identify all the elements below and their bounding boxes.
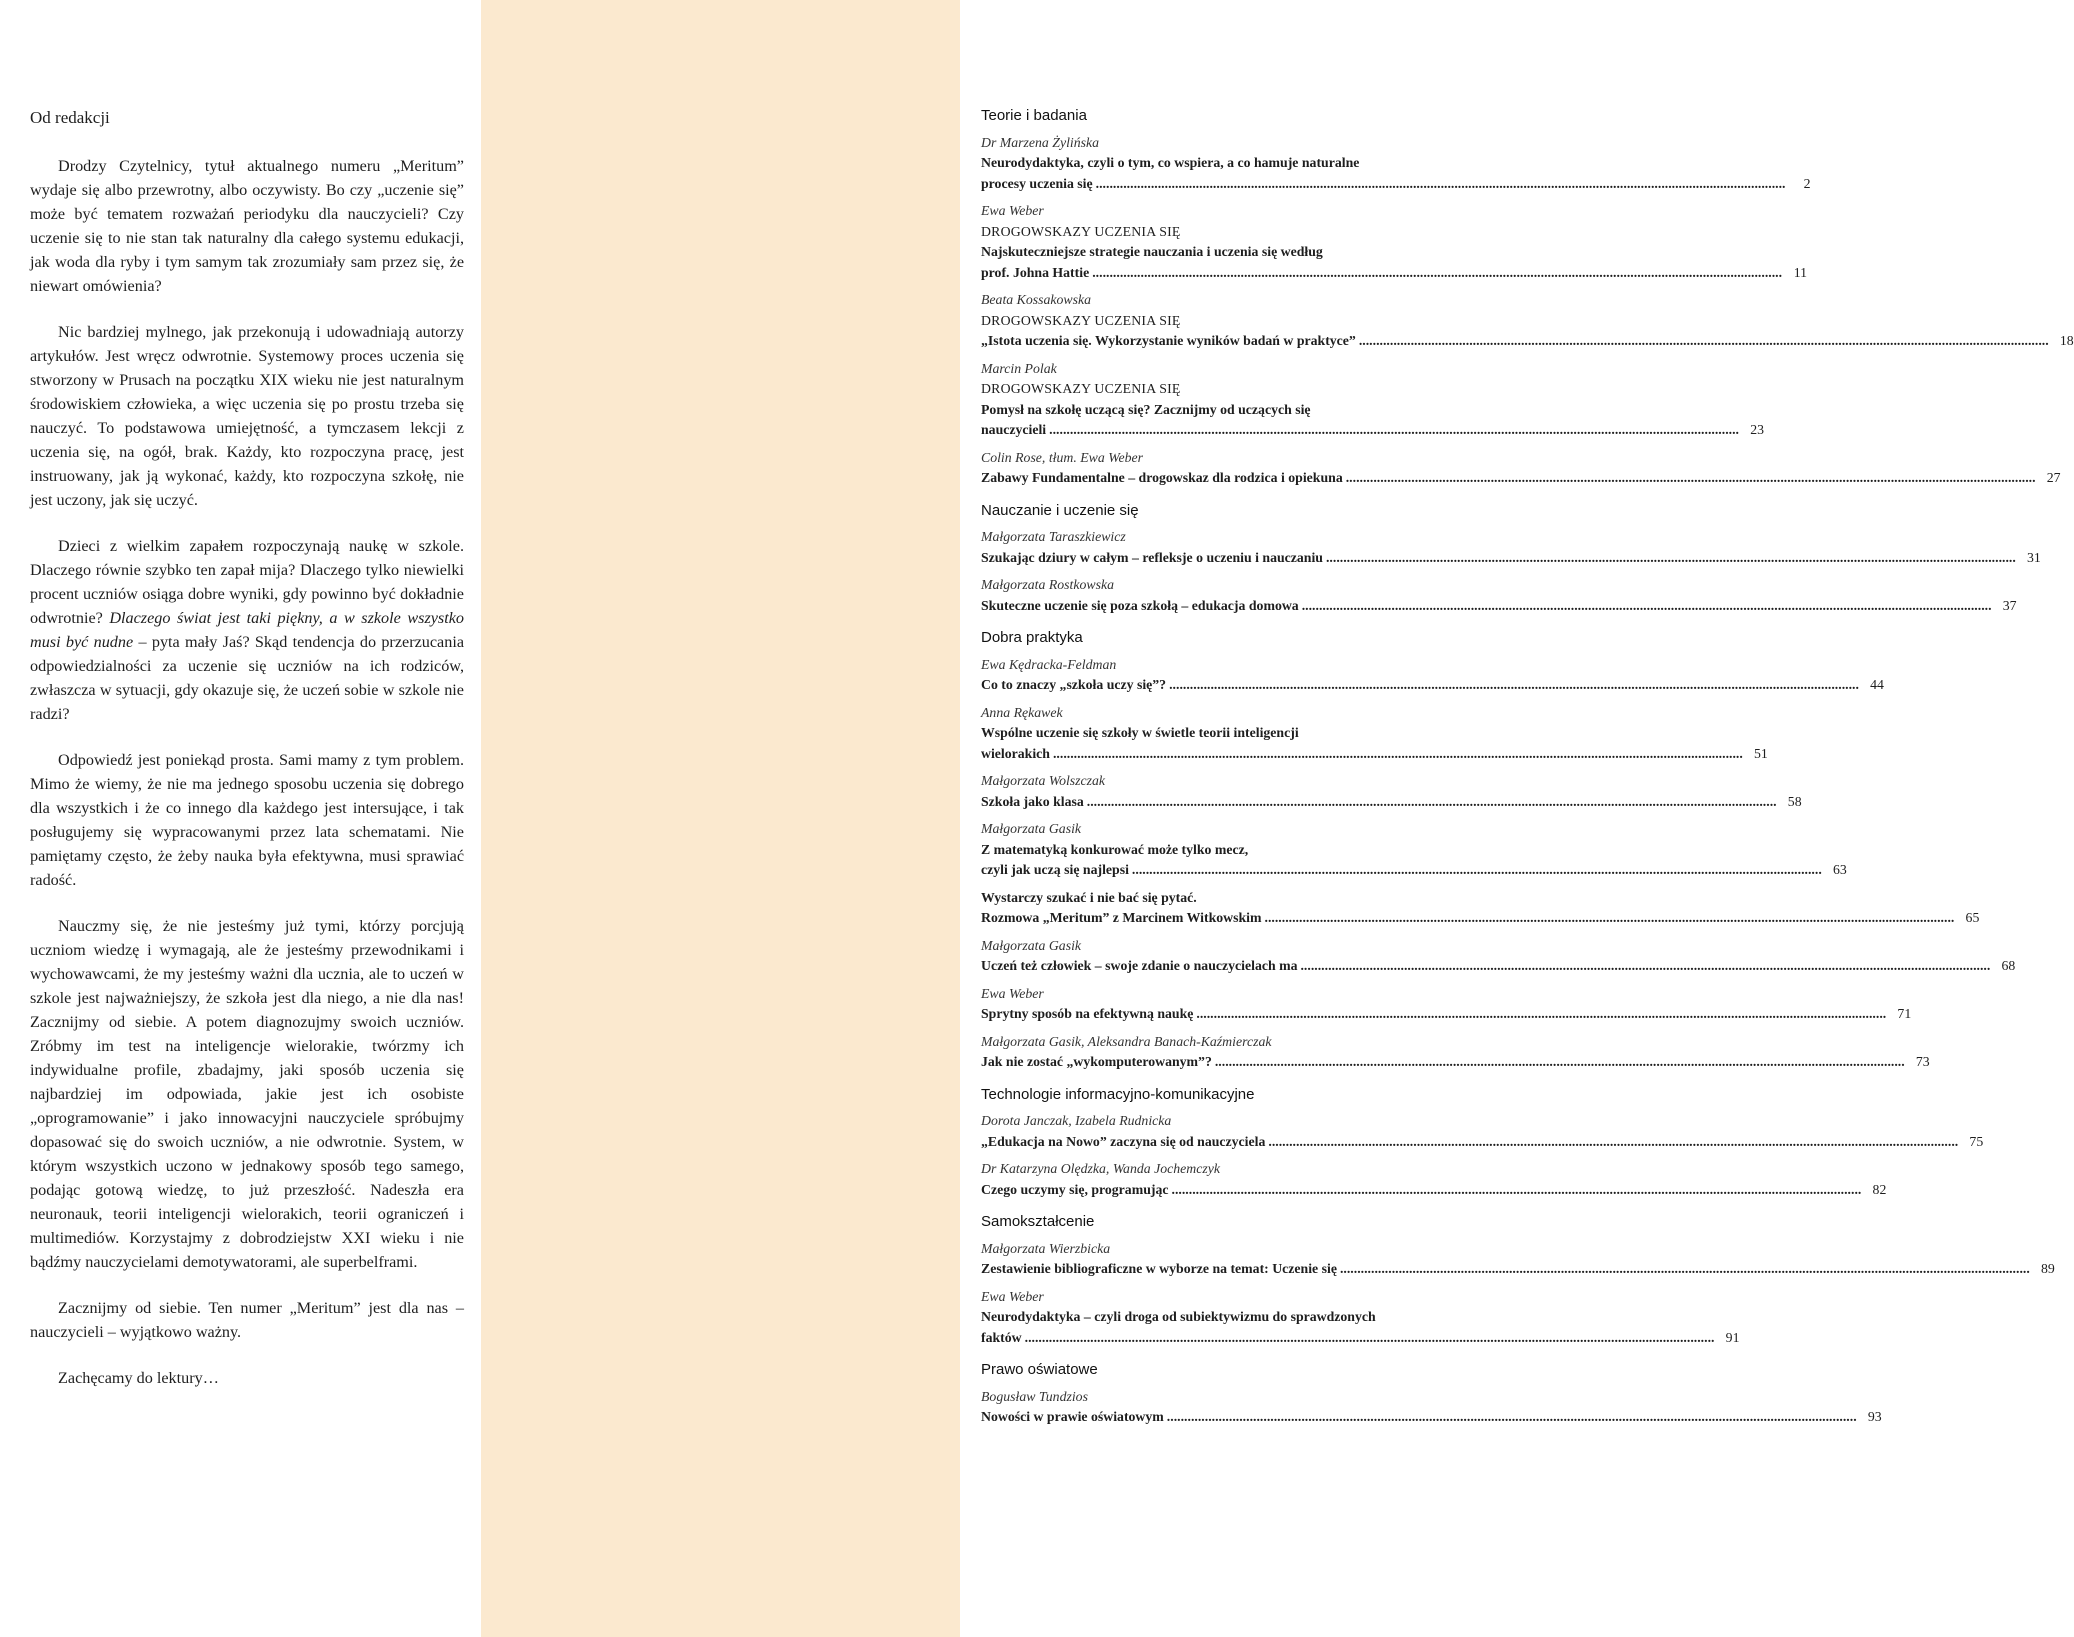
editorial-quote: Dlaczego świat jest taki piękny, a w szkole wszystko musi być nudne bbox=[30, 609, 465, 651]
toc-leader-dots bbox=[1092, 263, 1782, 284]
toc-page-number: 65 bbox=[1965, 910, 1980, 925]
toc-column bbox=[481, 0, 2074, 1637]
table-of-contents bbox=[981, 106, 2074, 1440]
toc-title-row bbox=[981, 1180, 1887, 1201]
toc-title: czyli jak uczą się najlepsi bbox=[981, 862, 1129, 877]
toc-author: Ewa Kędracka-Feldman bbox=[981, 656, 1117, 672]
toc-title-row bbox=[981, 263, 1808, 284]
toc-title: Rozmowa „Meritum” z Marcinem Witkowskim bbox=[981, 910, 1262, 925]
editorial-paragraph bbox=[30, 534, 464, 726]
toc-title-row bbox=[981, 1052, 1930, 1073]
editorial-paragraph: Odpowiedź jest poniekąd prosta. Sami mamy z tym problem. Mimo że wiemy, że nie ma jednego sposobu uczenia się dobrego dla wszystkich i że co innego dla każdego jest intersujące, i tak posługujemy się wypracowanymi przez lata schematami. Nie pamiętamy często, że żeby nauka była efektywna, musi sprawiać radość. bbox=[30, 751, 464, 889]
editorial-paragraph: Zachęcamy do lektury… bbox=[58, 1369, 219, 1387]
toc-leader-dots bbox=[1172, 1180, 1862, 1201]
toc-section-title: Nauczanie i uczenie się bbox=[981, 501, 1139, 519]
toc-section-title: Prawo oświatowe bbox=[981, 1361, 1098, 1378]
toc-title: Nowości w prawie oświatowym bbox=[981, 1409, 1164, 1424]
toc-title-row bbox=[981, 1328, 1740, 1349]
toc-title-row bbox=[981, 792, 1802, 813]
toc-title-line: Wystarczy szukać i nie bać się pytać. bbox=[981, 889, 1197, 905]
toc-author: Małgorzata Taraszkiewicz bbox=[981, 529, 1126, 544]
toc-page-number: 73 bbox=[1915, 1054, 1930, 1069]
toc-section bbox=[981, 1360, 1882, 1428]
toc-page-number: 82 bbox=[1872, 1181, 1887, 1197]
toc-leader-dots bbox=[1132, 860, 1822, 881]
toc-page-number: 75 bbox=[1969, 1133, 1984, 1149]
toc-entry[interactable] bbox=[981, 575, 2017, 616]
toc-leader-dots bbox=[1049, 420, 1739, 441]
toc-entry[interactable] bbox=[981, 888, 1980, 929]
toc-title-row bbox=[981, 1132, 1984, 1153]
editorial-paragraph: Zacznijmy od siebie. Ten numer „Meritum” jest dla nas – nauczycieli – wyjątkowo ważny. bbox=[30, 1299, 464, 1341]
toc-section-title: Technologie informacyjno-komunikacyjne bbox=[981, 1085, 1255, 1103]
toc-author: Dr Marzena Żylińska bbox=[981, 134, 1100, 150]
toc-title: „Edukacja na Nowo” zaczyna się od nauczyciela bbox=[981, 1133, 1266, 1149]
toc-series: DROGOWSKAZY UCZENIA SIĘ bbox=[981, 223, 1181, 239]
toc-entry[interactable] bbox=[981, 448, 2061, 489]
toc-page-number: 37 bbox=[2002, 597, 2017, 613]
toc-section bbox=[981, 1085, 1984, 1201]
toc-author: Beata Kossakowska bbox=[981, 292, 1091, 307]
toc-title: Zestawienie bibliograficzne w wyborze na temat: Uczenie się bbox=[981, 1261, 1337, 1276]
toc-section-title: Samokształcenie bbox=[981, 1213, 1095, 1230]
toc-leader-dots bbox=[1169, 675, 1859, 696]
toc-series: DROGOWSKAZY UCZENIA SIĘ bbox=[981, 312, 1181, 328]
toc-entry[interactable] bbox=[981, 133, 1811, 195]
toc-leader-dots bbox=[1346, 468, 2036, 489]
toc-entry[interactable] bbox=[981, 655, 1884, 696]
toc-title: wielorakich bbox=[981, 745, 1050, 761]
toc-entry[interactable] bbox=[981, 1032, 1930, 1073]
toc-entry[interactable] bbox=[981, 936, 2016, 977]
editorial-text: Dzieci z wielkim zapałem rozpoczynają naukę w szkole. Dlaczego równie szybko ten zapał mija? Dlaczego tylko niewielki procent uczniów osiąga dobre wyniki, gdy powinno być dokładnie odwrotnie? bbox=[30, 537, 464, 627]
toc-title: Skuteczne uczenie się poza szkołą – edukacja domowa bbox=[981, 597, 1299, 613]
toc-author: Marcin Polak bbox=[981, 360, 1057, 376]
toc-page-number: 91 bbox=[1725, 1329, 1740, 1345]
toc-page-number: 11 bbox=[1793, 264, 1808, 280]
toc-entry[interactable] bbox=[981, 201, 1808, 283]
toc-entry[interactable] bbox=[981, 703, 1768, 765]
toc-author: Dr Katarzyna Olędzka, Wanda Jochemczyk bbox=[981, 1161, 1220, 1176]
toc-author: Dorota Janczak, Izabela Rudnicka bbox=[981, 1113, 1172, 1128]
editorial-column bbox=[0, 0, 481, 1637]
toc-page-number: 68 bbox=[2001, 958, 2016, 973]
toc-author: Ewa Weber bbox=[981, 1288, 1044, 1304]
toc-entry[interactable] bbox=[981, 290, 2074, 352]
toc-page-number: 18 bbox=[2059, 333, 2074, 348]
toc-leader-dots bbox=[1025, 1328, 1715, 1349]
toc-title-line: Z matematyką konkurować może tylko mecz, bbox=[981, 841, 1249, 857]
toc-leader-dots bbox=[1300, 956, 1990, 977]
toc-title-line: Wspólne uczenie się szkoły w świetle teorii inteligencji bbox=[981, 725, 1299, 740]
toc-leader-dots bbox=[1087, 792, 1777, 813]
toc-title: Co to znaczy „szkoła uczy się”? bbox=[981, 677, 1167, 692]
editorial-paragraph: Nic bardziej mylnego, jak przekonują i udowadniają autorzy artykułów. Jest wręcz odwrotnie. Systemowy proces uczenia się stworzony w Prusach na początku XIX wieku nie jest naturalnym środowiskiem człowieka, a więc uczenia się po prostu trzeba się nauczyć. To podstawowa umiejętność, a tymczasem lekcji z uczenia się, na ogół, brak. Każdy, kto rozpoczyna pracę, jest instruowany, jak ją wykonać, każdy, kto rozpoczyna szkołę, nie jest uczony, jak się uczyć. bbox=[30, 323, 464, 509]
toc-author: Ewa Weber bbox=[981, 985, 1044, 1001]
toc-section bbox=[981, 501, 2041, 617]
toc-title: Sprytny sposób na efektywną naukę bbox=[981, 1006, 1194, 1021]
toc-leader-dots bbox=[1096, 174, 1786, 195]
toc-section bbox=[981, 628, 2016, 1073]
toc-entry[interactable] bbox=[981, 1111, 1984, 1152]
toc-author: Małgorzata Gasik bbox=[981, 937, 1082, 953]
editorial-paragraph: Drodzy Czytelnicy, tytuł aktualnego numeru „Meritum” wydaje się albo przewrotny, albo oczywisty. Bo czy „uczenie się” może być tematem rozważań periodyku dla nauczycieli? Czy uczenie się to nie stan tak naturalny dla całego systemu edukacji, jak woda dla ryby i tym samym tak zrozumiały sam przez się, że niewart omówienia? bbox=[30, 157, 464, 295]
toc-entry[interactable] bbox=[981, 819, 1847, 881]
toc-leader-dots bbox=[1268, 1132, 1958, 1153]
toc-page-number: 93 bbox=[1867, 1409, 1882, 1424]
toc-title-row bbox=[981, 1259, 2055, 1280]
toc-title-row bbox=[981, 908, 1980, 929]
toc-leader-dots bbox=[1053, 744, 1743, 765]
toc-title-line: Neurodydaktyka, czyli o tym, co wspiera, a co hamuje naturalne bbox=[981, 155, 1360, 170]
toc-title-row bbox=[981, 956, 2016, 977]
toc-title: Uczeń też człowiek – swoje zdanie o nauczycielach ma bbox=[981, 958, 1298, 973]
toc-entry[interactable] bbox=[981, 1287, 1740, 1349]
toc-author: Bogusław Tundzios bbox=[981, 1388, 1088, 1404]
toc-title-row bbox=[981, 174, 1811, 195]
toc-leader-dots bbox=[1302, 596, 1992, 617]
toc-author: Anna Rękawek bbox=[981, 704, 1063, 720]
toc-page-number: 2 bbox=[1803, 175, 1811, 191]
toc-title-row bbox=[981, 420, 1764, 441]
toc-title: Szukając dziury w całym – refleksje o uczeniu i nauczaniu bbox=[981, 549, 1323, 565]
toc-title: Czego uczymy się, programując bbox=[981, 1181, 1169, 1197]
toc-page-number: 63 bbox=[1832, 862, 1847, 877]
editorial-text: – pyta mały Jaś? Skąd tendencja do przerzucania odpowiedzialności za uczenie się uczniów na ich rodziców, zwłaszcza w sytuacji, gdy okazuje się, że uczeń sobie w szkole nie radzi? bbox=[30, 633, 465, 723]
toc-title-row bbox=[981, 331, 2074, 352]
toc-entry[interactable] bbox=[981, 359, 1764, 441]
toc-title-row bbox=[981, 1407, 1882, 1428]
toc-page-number: 23 bbox=[1750, 422, 1764, 437]
editorial-paragraph: Nauczmy się, że nie jesteśmy już tymi, którzy porcjują uczniom wiedzę i wymagają, ale że jesteśmy przewodnikami i wychowawcami, że my jesteśmy ważni dla ucznia, ale to uczeń w szkole jest najważniejszy, że szkoła jest dla niego, a nie dla nas! Zacznijmy od siebie. A potem diagnozujmy swoich uczniów. Zróbmy im test na inteligencje wielorakie, twórzmy ich indywidualne profile, zbadajmy, jaki sposób uczenia się najbardziej im odpowiada, jakie jest ich osobiste „oprogramowanie” i jako innowacyjni nauczyciele spróbujmy dopasować się do swoich uczniów, a nie odwrotnie. System, w którym wszystkich uczono w jednakowy sposób tego samego, podając gotową wiedzę, to już przeszłość. Nadeszła era neuronauk, teorii inteligencji wielorakich, teorii ograniczeń i multimediów. Korzystajmy z dobrodziejstw XXI wieku i nie bądźmy nauczycielami demotywatorami, ale superbelframi. bbox=[30, 917, 464, 1271]
toc-title-row bbox=[981, 548, 2041, 569]
toc-entry[interactable] bbox=[981, 771, 1802, 812]
toc-entry[interactable] bbox=[981, 1159, 1887, 1200]
toc-title: Jak nie zostać „wykomputerowanym”? bbox=[981, 1054, 1212, 1069]
toc-section bbox=[981, 1212, 2055, 1348]
editorial bbox=[30, 106, 464, 1412]
toc-title-line: Neurodydaktyka – czyli droga od subiektywizmu do sprawdzonych bbox=[981, 1309, 1376, 1324]
toc-title: nauczycieli bbox=[981, 422, 1047, 437]
toc-title: „Istota uczenia się. Wykorzystanie wyników badań w praktyce” bbox=[981, 333, 1356, 348]
toc-title-row bbox=[981, 744, 1768, 765]
toc-leader-dots bbox=[1359, 331, 2049, 352]
toc-leader-dots bbox=[1326, 548, 2016, 569]
toc-leader-dots bbox=[1167, 1407, 1857, 1428]
toc-title-row bbox=[981, 596, 2017, 617]
toc-author: Ewa Weber bbox=[981, 203, 1044, 218]
toc-title-row bbox=[981, 1004, 1912, 1025]
toc-entry[interactable] bbox=[981, 984, 1912, 1025]
toc-author: Małgorzata Wierzbicka bbox=[981, 1240, 1111, 1256]
toc-title: procesy uczenia się bbox=[981, 175, 1093, 191]
toc-title: faktów bbox=[981, 1329, 1022, 1345]
toc-page-number: 27 bbox=[2046, 470, 2061, 485]
toc-title-line: Pomysł na szkołę uczącą się? Zacznijmy od uczących się bbox=[981, 401, 1311, 417]
toc-leader-dots bbox=[1265, 908, 1955, 929]
toc-title: prof. Johna Hattie bbox=[981, 264, 1090, 280]
toc-author: Colin Rose, tłum. Ewa Weber bbox=[981, 449, 1143, 465]
toc-entry[interactable] bbox=[981, 527, 2041, 568]
toc-page-number: 51 bbox=[1754, 745, 1768, 761]
toc-title-row bbox=[981, 675, 1884, 696]
editorial-heading: Od redakcji bbox=[30, 108, 110, 127]
toc-page-number: 31 bbox=[2027, 549, 2041, 565]
toc-page-number: 71 bbox=[1897, 1006, 1912, 1021]
toc-author: Małgorzata Gasik, Aleksandra Banach-Kaźmierczak bbox=[981, 1033, 1272, 1049]
toc-section bbox=[981, 106, 2074, 489]
toc-entry[interactable] bbox=[981, 1239, 2055, 1280]
toc-title-row bbox=[981, 860, 1847, 881]
toc-title-row bbox=[981, 468, 2061, 489]
toc-title-line: Najskuteczniejsze strategie nauczania i uczenia się według bbox=[981, 244, 1323, 259]
toc-section-title: Teorie i badania bbox=[981, 107, 1087, 124]
toc-author: Małgorzata Wolszczak bbox=[981, 773, 1106, 788]
toc-title: Szkoła jako klasa bbox=[981, 793, 1084, 809]
toc-page-number: 89 bbox=[2041, 1261, 2055, 1276]
toc-author: Małgorzata Gasik bbox=[981, 821, 1082, 836]
toc-leader-dots bbox=[1340, 1259, 2030, 1280]
toc-page-number: 58 bbox=[1787, 793, 1802, 809]
toc-entry[interactable] bbox=[981, 1387, 1882, 1428]
toc-leader-dots bbox=[1215, 1052, 1905, 1073]
toc-section-title: Dobra praktyka bbox=[981, 629, 1083, 646]
toc-title: Zabawy Fundamentalne – drogowskaz dla rodzica i opiekuna bbox=[981, 470, 1343, 485]
toc-author: Małgorzata Rostkowska bbox=[981, 577, 1114, 592]
toc-series: DROGOWSKAZY UCZENIA SIĘ bbox=[981, 381, 1181, 396]
toc-page-number: 44 bbox=[1870, 677, 1884, 692]
toc-leader-dots bbox=[1196, 1004, 1886, 1025]
